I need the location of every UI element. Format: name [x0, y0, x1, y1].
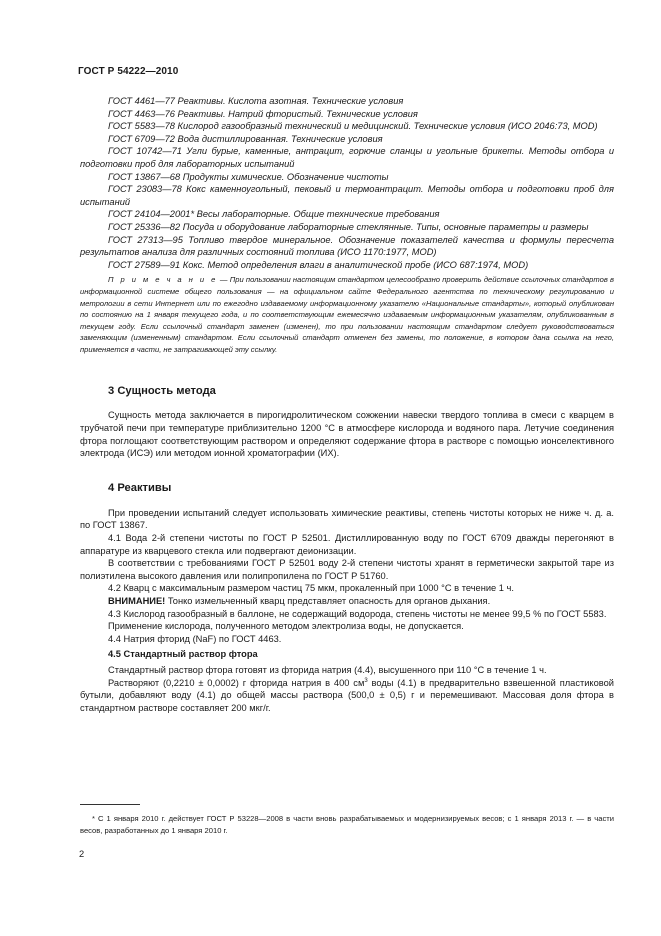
page-content — [80, 95, 614, 714]
section-3-text: Сущность метода заключается в пирогидролитическом сожжении навески твердого топлива в смеси с кварцем в трубчатой печи при температуре приблизительно 1200 °С в атмосфере кислорода и водяного пара. Летучие соединения фтора поглощают соответствующим раствором и определяют содержание фтора в растворе с помощью ионселективного электрода (ИСЭ) или методом ионной хроматографии (ИХ). — [80, 410, 614, 459]
reference-item: ГОСТ 6709—72 Вода дистиллированная. Технические условия — [108, 133, 383, 144]
warning-label: ВНИМАНИЕ! — [108, 596, 166, 606]
footnote: * С 1 января 2010 г. действует ГОСТ Р 53228—2008 в части вновь разрабатываемых и модернизируемых весов; с 1 января 2013 г. — в части весов, разработанных до 1 января 2010 г. — [80, 814, 614, 835]
reference-item: ГОСТ 4461—77 Реактивы. Кислота азотная. Технические условия — [108, 96, 404, 106]
document-header: ГОСТ Р 54222—2010 — [78, 66, 179, 77]
page-number: 2 — [79, 849, 85, 859]
superscript-3: 3 — [364, 677, 368, 684]
reference-item: ГОСТ 5583—78 Кислород газообразный технический и медицинский. Технические условия (ИСО 2046:73, MOD) — [108, 121, 598, 132]
clause-4-5-text-1: Стандартный раствор фтора готовят из фторида натрия (4.4), высушенного при 110 °С в течение 1 ч. — [108, 664, 547, 675]
clause-4-4: 4.4 Натрия фторид (NaF) по ГОСТ 4463. — [108, 633, 282, 644]
note-label: П р и м е ч а н и е — [108, 275, 218, 285]
reference-item: ГОСТ 25336—82 Посуда и оборудование лабораторные стеклянные. Типы, основные параметры и размеры — [108, 221, 589, 232]
clause-4-5-heading: 4.5 Стандартный раствор фтора — [108, 649, 258, 660]
section-3-heading: 3 Сущность метода — [108, 385, 216, 398]
note-text: — При пользовании настоящим стандартом целесообразно проверить действие ссылочных стандартов в информационной системе общего пользования — на официальном сайте Федерального агентства по техническому регулированию и метрологии в сети Интернет или по ежегодно издаваемому информационному указателю «Национальные стандарты», который опубликован по состоянию на 1 января текущего года, и по соответствующим ежемесячно издаваемым информационным указателям, опубликованным в текущем году. Если ссылочный стандарт заменен (изменен), то при пользовании настоящим стандартом следует руководствоваться заменяющим (измененным) стандартом. Если ссылочный стандарт отменен без замены, то положение, в котором дана ссылка на него, применяется в части, не затрагивающей эту ссылку. — [80, 275, 614, 354]
clause-4-2: 4.2 Кварц с максимальным размером частиц 75 мкм, прокаленный при 1000 °С в течение 1 ч. — [108, 583, 514, 594]
warning-text: Тонко измельченный кварц представляет опасность для органов дыхания. — [165, 596, 491, 606]
section-4-intro: При проведении испытаний следует использовать химические реактивы, степень чистоты которых не ниже ч. д. а. по ГОСТ 13867. — [80, 507, 614, 531]
reference-item: ГОСТ 23083—78 Кокс каменноугольный, пековый и термоантрацит. Методы отбора и подготовки проб для испытаний — [80, 184, 614, 207]
section-4-heading: 4 Реактивы — [108, 481, 172, 494]
warning-paragraph — [80, 595, 614, 608]
clause-4-5-text-2 — [80, 677, 614, 715]
reference-item: ГОСТ 27589—91 Кокс. Метод определения влаги в аналитической пробе (ИСО 687:1974, MOD) — [108, 259, 529, 270]
clause-4-5-text-2a: Растворяют (0,2210 ± 0,0002) г фторида натрия в 400 см — [108, 677, 365, 688]
reference-item: ГОСТ 4463—76 Реактивы. Натрий фтористый. Технические условия — [108, 108, 418, 119]
note-paragraph — [80, 274, 614, 355]
clause-4-5-text-2b: воды (4.1) в предварительно взвешенной пластиковой бутыли, добавляют воду (4.1) до общей массы раствора (500,0 ± 0,5) г и перемешивают. Массовая доля фтора в стандартном растворе составляет 200 мкг/г. — [80, 677, 614, 713]
reference-item: ГОСТ 24104—2001* Весы лабораторные. Общие технические требования — [108, 209, 440, 220]
clause-4-3: 4.3 Кислород газообразный в баллоне, не содержащий водорода, степень чистоты не менее 99,5 % по ГОСТ 5583. — [108, 608, 607, 619]
reference-item: ГОСТ 10742—71 Угли бурые, каменные, антрацит, горючие сланцы и угольные брикеты. Методы отбора и подготовки проб для лабораторных испытаний — [80, 146, 614, 169]
reference-item: ГОСТ 13867—68 Продукты химические. Обозначение чистоты — [108, 171, 389, 182]
reference-list — [80, 95, 614, 271]
clause-4-3-note: Применение кислорода, полученного методом электролиза воды, не допускается. — [108, 621, 464, 632]
reference-item: ГОСТ 27313—95 Топливо твердое минеральное. Обозначение показателей качества и формулы пересчета результатов анализа для различных состояний топлива (ИСО 1170:1977, MOD) — [80, 234, 614, 258]
footnote-divider — [80, 804, 140, 805]
clause-4-1: 4.1 Вода 2-й степени чистоты по ГОСТ Р 52501. Дистиллированную воду по ГОСТ 6709 дважды перегоняют в аппаратуре из кварцевого стекла или подвергают деионизации. — [80, 533, 614, 556]
clause-4-1-storage: В соответствии с требованиями ГОСТ Р 52501 воду 2-й степени чистоты хранят в герметически закрытой таре из полиэтилена высокого давления или полипропилена по ГОСТ Р 51760. — [80, 558, 614, 581]
